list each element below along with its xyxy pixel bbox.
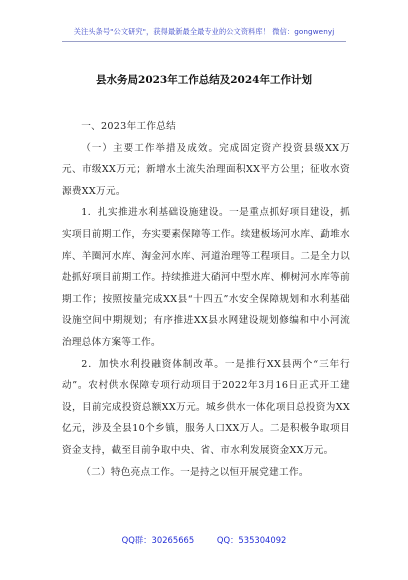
section-heading: 一、2023年工作总结: [81, 121, 177, 132]
header-divider: [62, 41, 346, 42]
footer-contact: [0, 534, 408, 546]
footer-qq-group: QQ群：30265665: [121, 535, 195, 545]
footer-qq: QQ：535304092: [216, 535, 287, 545]
paragraph-investment-reform: 2．加快水利投融资体制改革。一是推行XX县两个“三年行动”。农村供水保障专项行动项目于2022年3月16日正式开工建设，目前完成投资总额XX万元。城乡供水一体化项目总投资为XX亿元，涉及全县10个乡镇，服务人口XX万人。二是积极争取项目资金支持，截至目前争取中央、省、市水利发展资金XX万元。: [62, 358, 350, 456]
header-note: 关注头条号"公文研究"，获得最新最全最专业的公文资料库！ 微信：gongwenyj: [73, 27, 335, 36]
paragraph-highlights: （二）特色亮点工作。一是持之以恒开展党建工作。: [81, 466, 309, 478]
paragraph-infrastructure: 1．扎实推进水利基础设施建设。一是重点抓好项目建设，抓实项目前期工作，夯实要素保障等工作。续建板场河水库、勐堆水库、羊圈河水库、淘金河水库、河道治理等工程项目。二是全力以赴抓好项目前期工作。持续推进大硝河中型水库、柳树河水库等前期工作；按照按量完成XX县“十四五”水安全保障规划和水利基础设施空间中期规划；有序推进XX县水网建设规划修编和中小河流治理总体方案等工作。: [62, 207, 350, 348]
paragraph-main-measures: （一）主要工作举措及成效。完成固定资产投资县级XX万元、市级XX万元；新增水土流失治理面积XX平方公里；征收水资源费XX万元。: [62, 142, 350, 197]
document-title: 县水务局2023年工作总结及2024年工作计划: [96, 74, 312, 86]
document-body: [62, 116, 350, 483]
